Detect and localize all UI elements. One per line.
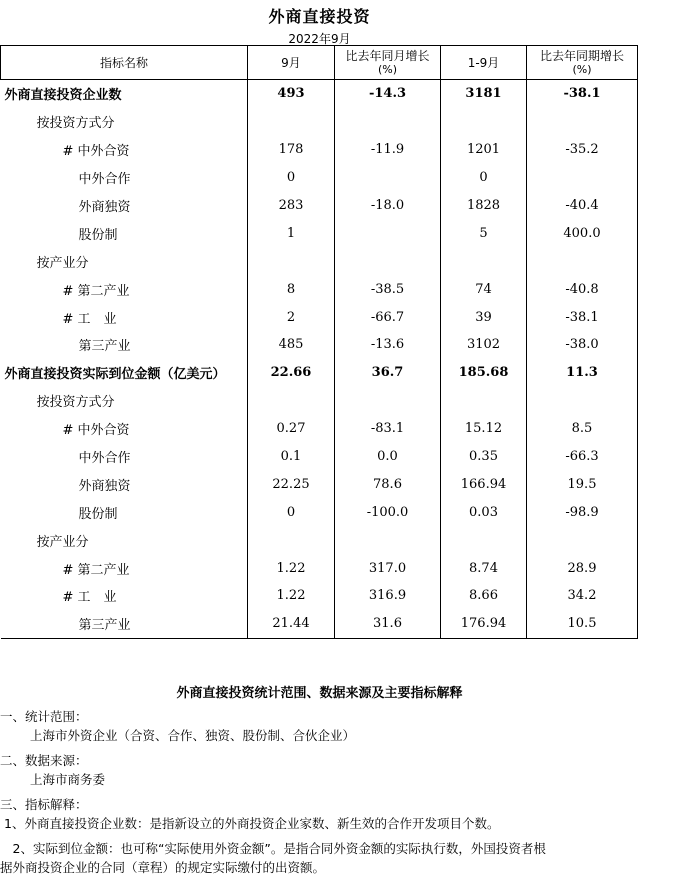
header-ytd-growth-label: 比去年同期增长: [539, 48, 624, 63]
row-month: 0.27: [248, 415, 335, 443]
row-ytd-growth: 400.0: [527, 219, 638, 247]
definition-1: 1、外商直接投资企业数：是指新设立的外商投资企业家数、新生效的合作开发项目个数。: [4, 816, 500, 831]
row-month: 283: [248, 192, 335, 220]
table-row: [1, 275, 638, 303]
scope-heading: 一、统计范围：: [0, 709, 88, 724]
row-ytd-growth: 28.9: [527, 554, 638, 582]
row-month-growth: -83.1: [335, 415, 441, 443]
row-month-growth: -13.6: [335, 331, 441, 359]
header-ytd-growth: [527, 46, 638, 80]
row-month: 0: [248, 498, 335, 526]
table-row: [1, 359, 638, 387]
report-date: 2022年9月: [288, 32, 351, 46]
row-month-growth: 36.7: [335, 359, 441, 387]
row-ytd: 1828: [441, 192, 527, 220]
row-ytd: 0.03: [441, 498, 527, 526]
row-name: 股份制: [1, 219, 248, 247]
row-month-growth: [335, 164, 441, 192]
row-ytd: 1201: [441, 136, 527, 164]
row-ytd-growth: -40.8: [527, 275, 638, 303]
row-name: 外商直接投资实际到位金额（亿美元）: [1, 359, 248, 387]
row-ytd-growth: [527, 526, 638, 554]
row-month: [248, 526, 335, 554]
row-ytd-growth: [527, 247, 638, 275]
table-row: [1, 554, 638, 582]
row-name: 按投资方式分: [1, 387, 248, 415]
table-row: [1, 470, 638, 498]
row-name: 外商独资: [1, 192, 248, 220]
row-ytd-growth: -38.0: [527, 331, 638, 359]
header-ytd: 1-9月: [441, 46, 527, 80]
row-month-growth: [335, 247, 441, 275]
table-row: [1, 415, 638, 443]
row-ytd: 39: [441, 303, 527, 331]
row-ytd-growth: 11.3: [527, 359, 638, 387]
row-ytd-growth: -40.4: [527, 192, 638, 220]
row-ytd-growth: -35.2: [527, 136, 638, 164]
table-row: [1, 80, 638, 108]
table-row: [1, 247, 638, 275]
row-ytd: 176.94: [441, 610, 527, 638]
row-ytd-growth: -98.9: [527, 498, 638, 526]
source-text: 上海市商务委: [30, 772, 106, 787]
source-heading: 二、数据来源：: [0, 753, 88, 768]
row-ytd-growth: [527, 387, 638, 415]
row-month: 1: [248, 219, 335, 247]
row-month-growth: 31.6: [335, 610, 441, 638]
row-month: 0.1: [248, 443, 335, 471]
row-name: 中外合作: [1, 164, 248, 192]
row-ytd-growth: [527, 164, 638, 192]
row-name: # 工 业: [1, 303, 248, 331]
header-month-growth-label: 比去年同月增长: [345, 48, 430, 63]
row-month: [248, 108, 335, 136]
row-ytd-growth: -66.3: [527, 443, 638, 471]
row-month-growth: [335, 526, 441, 554]
row-name: 按投资方式分: [1, 108, 248, 136]
row-ytd-growth: -38.1: [527, 80, 638, 108]
row-month-growth: 316.9: [335, 582, 441, 610]
table-row: [1, 136, 638, 164]
table-row: [1, 331, 638, 359]
table-header-row: [1, 46, 638, 80]
row-name: 按产业分: [1, 247, 248, 275]
row-month-growth: -66.7: [335, 303, 441, 331]
table-row: [1, 610, 638, 638]
table-row: [1, 164, 638, 192]
row-ytd: 0: [441, 164, 527, 192]
row-name: 股份制: [1, 498, 248, 526]
row-ytd: 185.68: [441, 359, 527, 387]
row-month: 1.22: [248, 554, 335, 582]
row-name: 按产业分: [1, 526, 248, 554]
row-ytd-growth: 34.2: [527, 582, 638, 610]
row-ytd-growth: 10.5: [527, 610, 638, 638]
row-ytd-growth: -38.1: [527, 303, 638, 331]
header-month-growth: [335, 46, 441, 80]
table-row: [1, 582, 638, 610]
row-ytd: 74: [441, 275, 527, 303]
row-ytd: 166.94: [441, 470, 527, 498]
table-row: [1, 108, 638, 136]
row-ytd: 3102: [441, 331, 527, 359]
row-ytd: 8.66: [441, 582, 527, 610]
row-month-growth: -14.3: [335, 80, 441, 108]
row-month: 0: [248, 164, 335, 192]
row-month: 178: [248, 136, 335, 164]
row-month-growth: -11.9: [335, 136, 441, 164]
row-ytd: 8.74: [441, 554, 527, 582]
row-name: 中外合作: [1, 443, 248, 471]
row-name: # 中外合资: [1, 136, 248, 164]
row-ytd: [441, 526, 527, 554]
row-month-growth: [335, 108, 441, 136]
row-month: 493: [248, 80, 335, 108]
row-ytd: 15.12: [441, 415, 527, 443]
row-month: [248, 387, 335, 415]
row-month: [248, 247, 335, 275]
row-month-growth: 0.0: [335, 443, 441, 471]
header-ytd-growth-unit: (%): [572, 62, 592, 76]
row-month: 21.44: [248, 610, 335, 638]
row-month: 22.66: [248, 359, 335, 387]
table-row: [1, 303, 638, 331]
header-month: 9月: [248, 46, 335, 80]
row-name: 第三产业: [1, 610, 248, 638]
row-ytd: 3181: [441, 80, 527, 108]
row-name: 外商独资: [1, 470, 248, 498]
row-month-growth: -100.0: [335, 498, 441, 526]
row-ytd-growth: [527, 108, 638, 136]
row-ytd: [441, 108, 527, 136]
definition-2-line2: 据外商投资企业的合同（章程）的规定实际缴付的出资额。: [0, 860, 326, 875]
row-month-growth: 317.0: [335, 554, 441, 582]
row-month: 8: [248, 275, 335, 303]
table-row: [1, 526, 638, 554]
notes-section: [0, 684, 679, 877]
row-name: # 中外合资: [1, 415, 248, 443]
header-indicator-name: 指标名称: [1, 46, 248, 80]
row-month: 485: [248, 331, 335, 359]
notes-title: 外商直接投资统计范围、数据来源及主要指标解释: [176, 686, 463, 701]
row-month: 2: [248, 303, 335, 331]
statistics-table: [0, 45, 638, 639]
row-name: # 工 业: [1, 582, 248, 610]
row-name: 第三产业: [1, 331, 248, 359]
row-month: 1.22: [248, 582, 335, 610]
row-ytd: 5: [441, 219, 527, 247]
row-month: 22.25: [248, 470, 335, 498]
row-name: # 第二产业: [1, 554, 248, 582]
table-row: [1, 192, 638, 220]
row-month-growth: [335, 219, 441, 247]
definition-2-line1: 2、实际到位金额：也可称“实际使用外资金额”。是指合同外资金额的实际执行数，外国投资者根: [0, 841, 546, 856]
row-ytd-growth: 8.5: [527, 415, 638, 443]
table-row: [1, 443, 638, 471]
table-row: [1, 387, 638, 415]
row-ytd: [441, 247, 527, 275]
row-month-growth: [335, 387, 441, 415]
row-ytd: [441, 387, 527, 415]
table-body: [1, 80, 638, 639]
row-name: 外商直接投资企业数: [1, 80, 248, 108]
page-title: 外商直接投资: [268, 7, 371, 26]
table-row: [1, 219, 638, 247]
row-month-growth: -18.0: [335, 192, 441, 220]
definitions-heading: 三、指标解释：: [0, 797, 88, 812]
row-name: # 第二产业: [1, 275, 248, 303]
table-row: [1, 498, 638, 526]
scope-text: 上海市外资企业（合资、合作、独资、股份制、合伙企业）: [30, 728, 356, 743]
row-month-growth: 78.6: [335, 470, 441, 498]
row-ytd-growth: 19.5: [527, 470, 638, 498]
row-ytd: 0.35: [441, 443, 527, 471]
header-month-growth-unit: (%): [377, 62, 398, 76]
row-month-growth: -38.5: [335, 275, 441, 303]
